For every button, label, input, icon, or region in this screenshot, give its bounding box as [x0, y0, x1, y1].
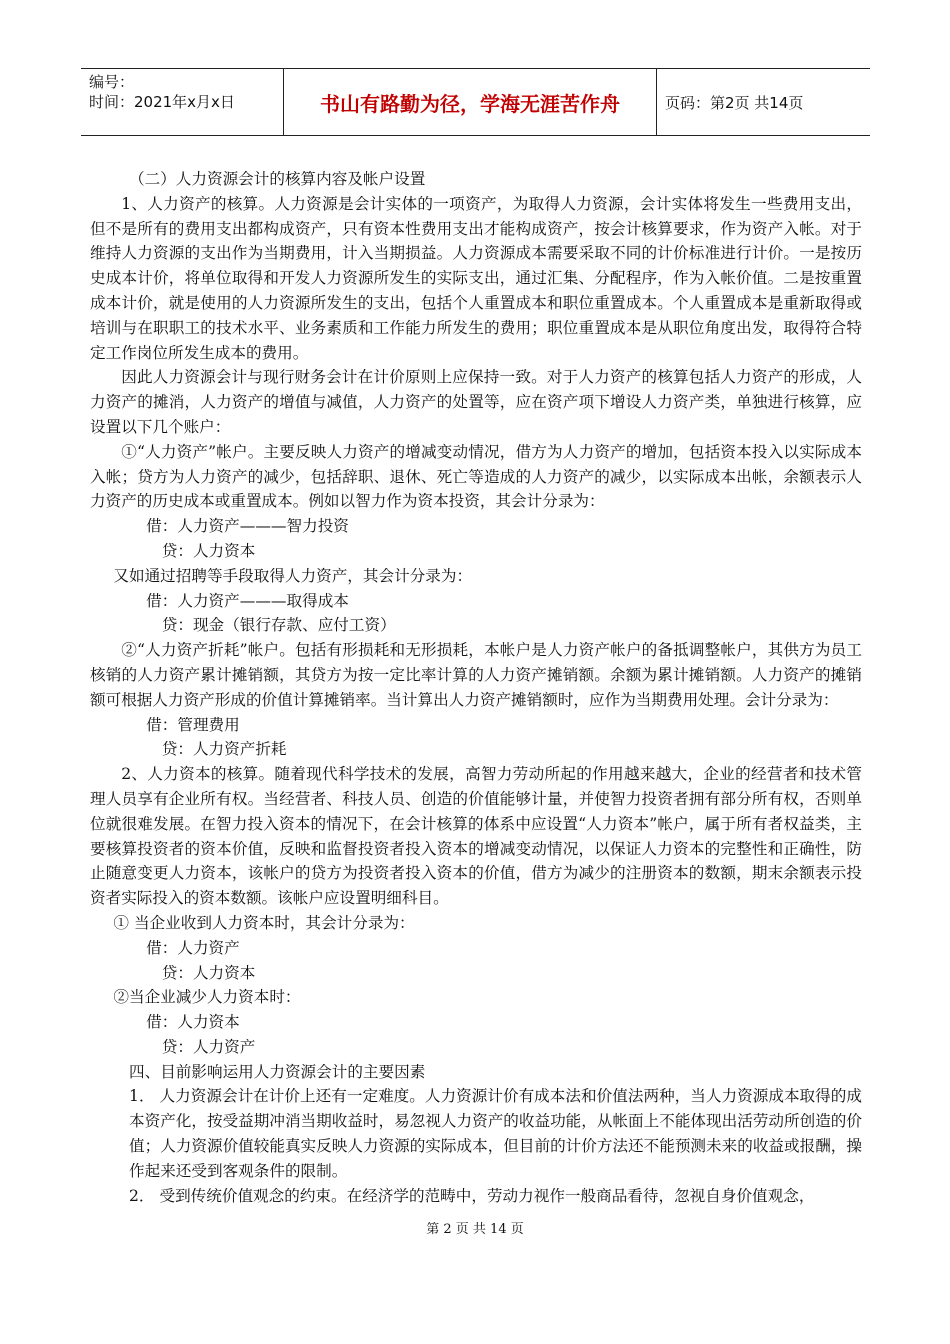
section-heading: （二）人力资源会计的核算内容及帐户设置 [129, 170, 426, 188]
section-heading: 四、目前影响运用人力资源会计的主要因素 [129, 1062, 426, 1081]
page-header [81, 68, 870, 136]
document-body [90, 167, 862, 1208]
header-info [81, 69, 284, 135]
journal-entry-credit: 贷：人力资产折耗 [161, 740, 287, 759]
page-footer: 第 2 页 共 14 页 [426, 1222, 524, 1237]
paragraph: ①“人力资产”帐户。主要反映人力资产的增减变动情况，借方为人力资产的增加，包括资本投入以实际成本入帐；贷方为人力资产的减少，包括辞职、退休、死亡等造成的人力资产的减少，以实际成本出帐，余额表示人力资产的历史成本或重置成本。例如以智力作为资本投资，其会计分录为： [90, 442, 862, 511]
header-motto: 书山有路勤为径，学海无涯苦作舟 [284, 69, 657, 135]
document-number-label: 编号： [89, 73, 135, 91]
paragraph: 1． 人力资源会计在计价上还有一定难度。人力资源计价有成本法和价值法两种，当人力资源成本取得的成本资产化，按受益期冲消当期收益时，易忽视人力资产的收益功能，从帐面上不能体现出活劳动所创造的价值；人力资源价值较能真实反映人力资源的实际成本，但目前的计价方法还不能预测未来的收益或报酬，操作起来还受到客观条件的限制。 [129, 1087, 862, 1180]
paragraph: 因此人力资源会计与现行财务会计在计价原则上应保持一致。对于人力资产的核算包括人力资产的形成，人力资产的摊消，人力资产的增值与减值，人力资产的处置等，应在资产项下增设人力资产类，单独进行核算，应设置以下几个账户： [90, 368, 862, 436]
journal-entry-debit: 借：人力资产 [146, 938, 240, 957]
header-page-info: 页码：第2页 共14页 [665, 93, 804, 112]
paragraph: ②当企业减少人力资本时： [113, 988, 301, 1007]
journal-entry-debit: 借：人力资产———智力投资 [146, 517, 349, 536]
journal-entry-credit: 贷：人力资本 [161, 541, 256, 560]
paragraph: ②“人力资产折耗”帐户。包括有形损耗和无形损耗，本帐户是人力资产帐户的备抵调整帐户，其供方为员工核销的人力资产累计摊销额，其贷方为按一定比率计算的人力资产摊销额。余额为累计摊销额。人力资产的摊销额可根据人力资产形成的价值计算摊销率。当计算出人力资产摊销额时，应作为当期费用处理。会计分录为： [90, 641, 862, 709]
journal-entry-credit: 贷：现金（银行存款、应付工资） [161, 616, 396, 635]
paragraph: ① 当企业收到人力资本时，其会计分录为： [113, 913, 415, 932]
journal-entry-credit: 贷：人力资本 [161, 963, 256, 982]
paragraph: 又如通过招聘等手段取得人力资产，其会计分录为： [113, 566, 473, 585]
document-time: 时间：2021年x月x日 [89, 93, 235, 111]
paragraph: 1、人力资产的核算。人力资源是会计实体的一项资产，为取得人力资源，会计实体将发生一些费用支出，但不是所有的费用支出都构成资产，只有资本性费用支出才能构成资产，按会计核算要求，作为资产入帐。对于维持人力资源的支出作为当期费用，计入当期损益。人力资源成本需要采取不同的计价标准进行计价。一是按历史成本计价，将单位取得和开发人力资源所发生的实际支出，通过汇集、分配程序，作为入帐价值。二是按重置成本计价，就是使用的人力资源所发生的支出，包括个人重置成本和职位重置成本。个人重置成本是重新取得或培训与在职职工的技术水平、业务素质和工作能力所发生的费用；职位重置成本是从职位角度出发，取得符合特定工作岗位所发生成本的费用。 [90, 194, 862, 362]
journal-entry-credit: 贷：人力资产 [161, 1037, 256, 1056]
paragraph: 2、人力资本的核算。随着现代科学技术的发展，高智力劳动所起的作用越来越大，企业的经营者和技术管理人员享有企业所有权。当经营者、科技人员、创造的价值能够计量，并使智力投资者拥有部分所有权，否则单位就很难发展。在智力投入资本的情况下，在会计核算的体系中应设置“人力资本”帐户，属于所有者权益类，主要核算投资者的资本价值，反映和监督投资者投入资本的增减变动情况，以保证人力资本的完整性和正确性，防止随意变更人力资本，该帐户的贷方为投资者投入资本的价值，借方为减少的注册资本的数额，期末余额表示投资者实际投入的资本数额。该帐户应设置明细科目。 [90, 765, 862, 908]
paragraph: 2． 受到传统价值观念的约束。在经济学的范畴中，劳动力视作一般商品看待，忽视自身价值观念， [129, 1186, 815, 1205]
journal-entry-debit: 借：人力资本 [146, 1013, 240, 1032]
journal-entry-debit: 借：管理费用 [146, 715, 240, 734]
journal-entry-debit: 借：人力资产———取得成本 [146, 591, 349, 610]
